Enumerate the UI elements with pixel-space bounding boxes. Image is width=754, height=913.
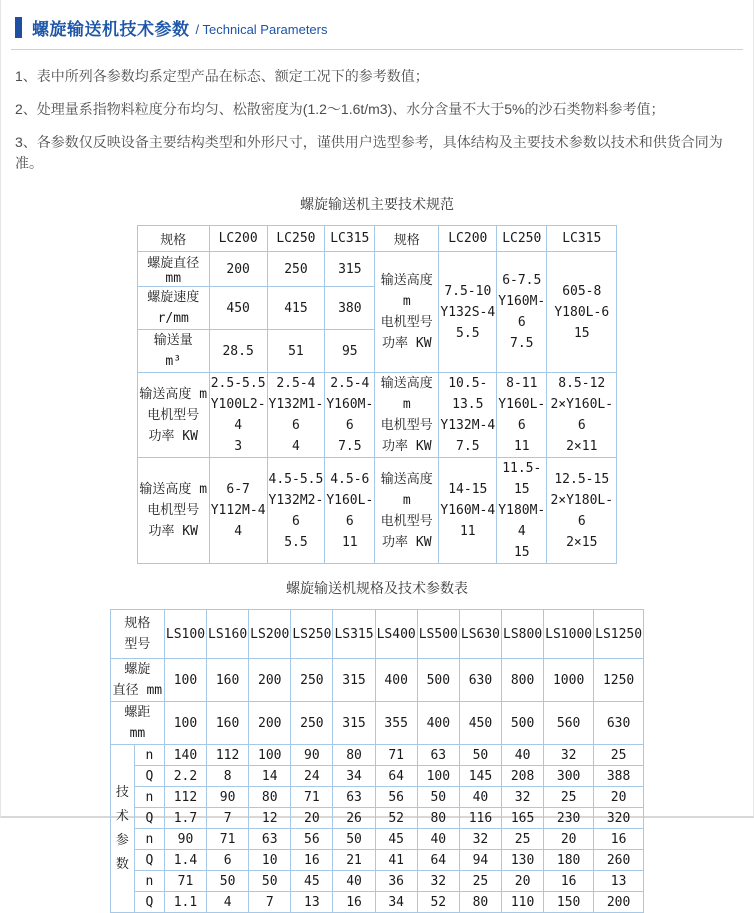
table-cell: 32 <box>544 745 594 766</box>
table-cell: 100 <box>164 659 206 702</box>
column-header: 规格 <box>137 226 209 252</box>
table-cell: 20 <box>544 829 594 850</box>
table-cell: 13 <box>291 892 333 913</box>
table-cell: 7.5-10 Y132S-4 5.5 <box>439 252 497 373</box>
table-cell: 64 <box>375 766 417 787</box>
table-cell: 56 <box>375 787 417 808</box>
table-cell: 605-8 Y180L-6 15 <box>547 252 617 373</box>
table-cell: 116 <box>459 808 501 829</box>
table-row <box>110 610 643 659</box>
table-cell: 34 <box>333 766 375 787</box>
column-header: LS100 <box>164 610 206 659</box>
table-cell: 45 <box>291 871 333 892</box>
table-cell: 200 <box>209 252 267 287</box>
table-cell: 380 <box>325 287 375 330</box>
table-cell: 7 <box>249 892 291 913</box>
table-row <box>137 252 617 287</box>
table-cell: 14 <box>249 766 291 787</box>
table-cell: 20 <box>502 871 544 892</box>
table-cell: 112 <box>164 787 206 808</box>
table-cell: 16 <box>594 829 644 850</box>
table-cell: 80 <box>249 787 291 808</box>
table-cell: 500 <box>502 702 544 745</box>
table-cell: 315 <box>333 702 375 745</box>
table-row <box>110 766 643 787</box>
table-cell: 71 <box>164 871 206 892</box>
table-cell: 40 <box>417 829 459 850</box>
table-cell: 250 <box>291 702 333 745</box>
table-cell: 2.5-4 Y132M1-6 4 <box>267 373 325 458</box>
note-paragraph: 2、处理量系指物料粒度分布均匀、松散密度为(1.2～1.6t/m3)、水分含量不大于5%的沙石类物料参考值； <box>15 101 665 117</box>
column-header: LS200 <box>249 610 291 659</box>
page-header <box>1 0 753 40</box>
row-label: 螺旋 直径 mm <box>110 659 164 702</box>
table-cell: 200 <box>594 892 644 913</box>
table-cell: 400 <box>417 702 459 745</box>
table-cell: 52 <box>375 808 417 829</box>
table1-title: 螺旋输送机主要技术规范 <box>300 196 454 212</box>
table-cell: 6-7.5 Y160M-6 7.5 <box>497 252 547 373</box>
table-cell: 45 <box>375 829 417 850</box>
column-header: LS1000 <box>544 610 594 659</box>
table-cell: 50 <box>417 787 459 808</box>
table-cell: 140 <box>164 745 206 766</box>
table-cell: 355 <box>375 702 417 745</box>
table-row <box>110 702 643 745</box>
row-label: 输送高度 m 电机型号 功率 KW <box>137 373 209 458</box>
table-cell: 315 <box>325 252 375 287</box>
title-accent-bar <box>15 17 22 38</box>
table-cell: 250 <box>267 252 325 287</box>
table-cell: 40 <box>333 871 375 892</box>
table-cell: 95 <box>325 330 375 373</box>
table-cell: 160 <box>207 659 249 702</box>
row-label: n <box>134 829 164 850</box>
table-cell: 10.5-13.5 Y132M-4 7.5 <box>439 373 497 458</box>
table-row <box>110 659 643 702</box>
table-cell: 315 <box>333 659 375 702</box>
table-cell: 24 <box>291 766 333 787</box>
params-spec-table <box>110 609 644 913</box>
table-cell: 71 <box>375 745 417 766</box>
table-cell: 28.5 <box>209 330 267 373</box>
table-cell: 500 <box>417 659 459 702</box>
table-row <box>110 745 643 766</box>
table-cell: 400 <box>375 659 417 702</box>
notes-section <box>15 66 739 174</box>
table-row <box>110 892 643 913</box>
table-cell: 8-11 Y160L-6 11 <box>497 373 547 458</box>
table-cell: 90 <box>207 787 249 808</box>
column-header: LS250 <box>291 610 333 659</box>
table-cell: 50 <box>249 871 291 892</box>
table-cell: 250 <box>291 659 333 702</box>
column-header: LC315 <box>547 226 617 252</box>
table-cell: 7 <box>207 808 249 829</box>
table-cell: 110 <box>502 892 544 913</box>
table-cell: 52 <box>417 892 459 913</box>
note-paragraph: 3、各参数仅反映设备主要结构类型和外形尺寸，谨供用户选型参考，具体结构及主要技术参数以技术和供货合同为准。 <box>15 134 723 171</box>
table-row <box>110 871 643 892</box>
row-label: 螺旋直径 mm <box>137 252 209 287</box>
row-label: 螺旋速度 r/mm <box>137 287 209 330</box>
table-cell: 16 <box>544 871 594 892</box>
table-cell: 32 <box>459 829 501 850</box>
table-cell: 208 <box>502 766 544 787</box>
table-cell: 260 <box>594 850 644 871</box>
table-cell: 21 <box>333 850 375 871</box>
table-cell: 63 <box>249 829 291 850</box>
table-cell: 1250 <box>594 659 644 702</box>
table-cell: 160 <box>207 702 249 745</box>
column-header: LS800 <box>502 610 544 659</box>
table-cell: 100 <box>249 745 291 766</box>
table-cell: 36 <box>375 871 417 892</box>
column-header: LC315 <box>325 226 375 252</box>
table-cell: 1000 <box>544 659 594 702</box>
header-divider <box>11 49 743 50</box>
table-cell: 50 <box>207 871 249 892</box>
table-cell: 50 <box>333 829 375 850</box>
table-cell: 800 <box>502 659 544 702</box>
table-cell: 320 <box>594 808 644 829</box>
table-cell: 4 <box>207 892 249 913</box>
table-cell: 90 <box>164 829 206 850</box>
table-cell: 10 <box>249 850 291 871</box>
table-cell: 40 <box>502 745 544 766</box>
column-header: 规格 型号 <box>110 610 164 659</box>
page-title: 螺旋输送机技术参数 <box>32 20 190 39</box>
row-label: n <box>134 745 164 766</box>
table-cell: 56 <box>291 829 333 850</box>
table-cell: 71 <box>207 829 249 850</box>
table-cell: 230 <box>544 808 594 829</box>
table-cell: 63 <box>333 787 375 808</box>
table-cell: 150 <box>544 892 594 913</box>
table-cell: 16 <box>333 892 375 913</box>
table-cell: 560 <box>544 702 594 745</box>
table-cell: 8 <box>207 766 249 787</box>
column-header: LS400 <box>375 610 417 659</box>
table-cell: 6 <box>207 850 249 871</box>
table-cell: 1.1 <box>164 892 206 913</box>
table-cell: 13 <box>594 871 644 892</box>
table-cell: 50 <box>459 745 501 766</box>
table-cell: 450 <box>459 702 501 745</box>
table-cell: 63 <box>417 745 459 766</box>
row-label: 螺距 mm <box>110 702 164 745</box>
table-cell: 112 <box>207 745 249 766</box>
row-label: Q <box>134 850 164 871</box>
table-row <box>110 829 643 850</box>
table-cell: 630 <box>594 702 644 745</box>
column-header: LS1250 <box>594 610 644 659</box>
params-group-label: 技 术 参 数 <box>110 745 134 913</box>
table-cell: 32 <box>417 871 459 892</box>
table-cell: 165 <box>502 808 544 829</box>
row-label: 输送高度 m 电机型号 功率 KW <box>375 373 439 458</box>
table-cell: 14-15 Y160M-4 11 <box>439 458 497 564</box>
table-cell: 12.5-15 2×Y180L-6 2×15 <box>547 458 617 564</box>
table-cell: 20 <box>291 808 333 829</box>
table-cell: 4.5-6 Y160L-6 11 <box>325 458 375 564</box>
row-label: Q <box>134 766 164 787</box>
main-spec-table <box>137 225 618 564</box>
table-cell: 1.7 <box>164 808 206 829</box>
table-cell: 80 <box>333 745 375 766</box>
table-row <box>137 226 617 252</box>
table-row <box>137 458 617 564</box>
column-header: LC250 <box>267 226 325 252</box>
row-label: 输送高度 m 电机型号 功率 KW <box>137 458 209 564</box>
table-cell: 145 <box>459 766 501 787</box>
table-cell: 12 <box>249 808 291 829</box>
table-cell: 11.5-15 Y180M-4 15 <box>497 458 547 564</box>
table-row <box>110 787 643 808</box>
table-row <box>137 373 617 458</box>
table-cell: 130 <box>502 850 544 871</box>
table-cell: 2.5-4 Y160M-6 7.5 <box>325 373 375 458</box>
table-cell: 100 <box>164 702 206 745</box>
table-cell: 200 <box>249 702 291 745</box>
page-subtitle: / Technical Parameters <box>195 22 328 37</box>
table-cell: 25 <box>502 829 544 850</box>
table-cell: 41 <box>375 850 417 871</box>
column-header: LS630 <box>459 610 501 659</box>
table-cell: 1.4 <box>164 850 206 871</box>
table-cell: 6-7 Y112M-4 4 <box>209 458 267 564</box>
table-cell: 34 <box>375 892 417 913</box>
column-header: 规格 <box>375 226 439 252</box>
column-header: LS160 <box>207 610 249 659</box>
table-cell: 51 <box>267 330 325 373</box>
row-label: Q <box>134 892 164 913</box>
column-header: LS500 <box>417 610 459 659</box>
table-cell: 20 <box>594 787 644 808</box>
column-header: LC250 <box>497 226 547 252</box>
row-label: n <box>134 787 164 808</box>
table-cell: 94 <box>459 850 501 871</box>
table-cell: 100 <box>417 766 459 787</box>
table-cell: 32 <box>502 787 544 808</box>
table-cell: 180 <box>544 850 594 871</box>
column-header: LC200 <box>209 226 267 252</box>
table-cell: 16 <box>291 850 333 871</box>
column-header: LS315 <box>333 610 375 659</box>
table-cell: 415 <box>267 287 325 330</box>
row-label: 输送量 m³ <box>137 330 209 373</box>
note-paragraph: 1、表中所列各参数均系定型产品在标态、额定工况下的参考数值； <box>15 68 429 84</box>
row-label: 输送高度 m 电机型号 功率 KW <box>375 458 439 564</box>
table-cell: 630 <box>459 659 501 702</box>
table-cell: 80 <box>459 892 501 913</box>
params-spec-table-body <box>110 610 643 913</box>
table-cell: 2.2 <box>164 766 206 787</box>
row-label: n <box>134 871 164 892</box>
table-cell: 40 <box>459 787 501 808</box>
table-cell: 71 <box>291 787 333 808</box>
table2-title: 螺旋输送机规格及技术参数表 <box>286 580 468 596</box>
table-cell: 200 <box>249 659 291 702</box>
row-label: Q <box>134 808 164 829</box>
table-cell: 450 <box>209 287 267 330</box>
column-header: LC200 <box>439 226 497 252</box>
table-row <box>110 808 643 829</box>
table-cell: 2.5-5.5 Y100L2-4 3 <box>209 373 267 458</box>
row-label: 输送高度 m 电机型号 功率 KW <box>375 252 439 373</box>
table-cell: 90 <box>291 745 333 766</box>
table-cell: 8.5-12 2×Y160L-6 2×11 <box>547 373 617 458</box>
table-cell: 388 <box>594 766 644 787</box>
table-cell: 26 <box>333 808 375 829</box>
table-cell: 64 <box>417 850 459 871</box>
table-row <box>110 850 643 871</box>
table-cell: 25 <box>544 787 594 808</box>
table-cell: 80 <box>417 808 459 829</box>
table-cell: 4.5-5.5 Y132M2-6 5.5 <box>267 458 325 564</box>
table-cell: 25 <box>594 745 644 766</box>
table-cell: 25 <box>459 871 501 892</box>
table-cell: 300 <box>544 766 594 787</box>
main-spec-table-body <box>137 226 617 564</box>
